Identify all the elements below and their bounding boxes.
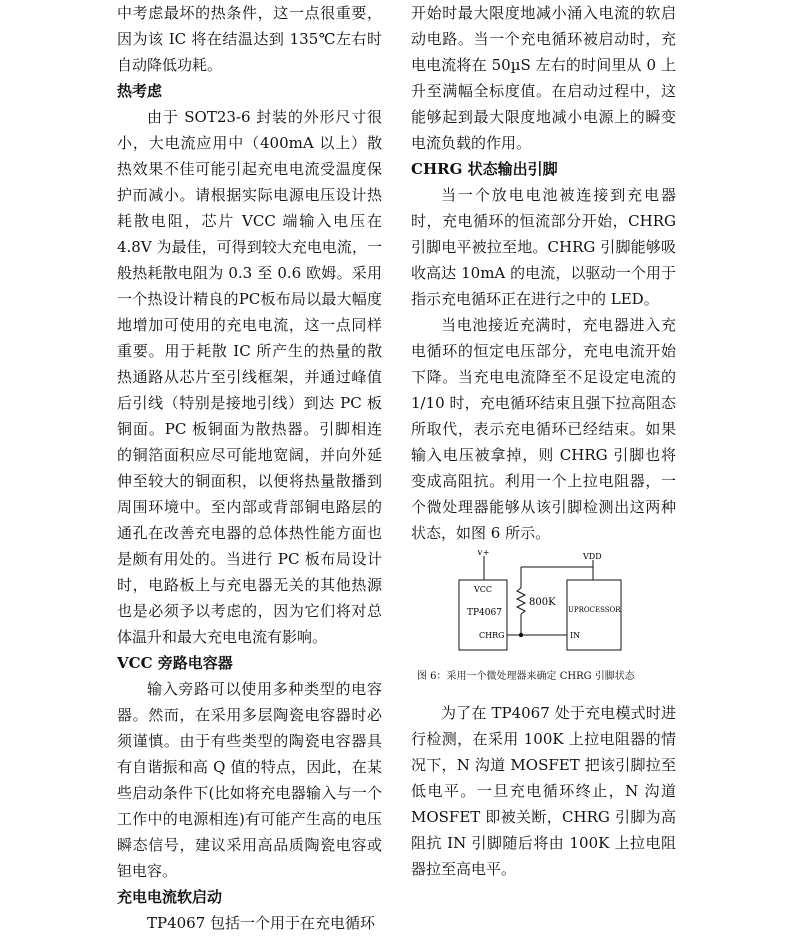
label-chrg: CHRG — [479, 631, 505, 640]
label-vdd: VDD — [583, 552, 602, 561]
paragraph-chrg-2: 当电池接近充满时，充电器进入充电循环的恒定电压部分，充电电流开始下降。当充电电流降至不足设定电流的 1/10 时，充电循环结束且强下拉高阻态所取代，表示充电循环已经结束。如果输入电压被拿掉，则 CHRG 引脚也将变成高阻抗。利用一个上拉电阻器，一个微处理器能够从该引脚检测出这两种状态，如图 6 所示。 — [411, 316, 676, 542]
heading-thermal: 热考虑 — [117, 82, 163, 100]
paragraph-vcc-bypass: 输入旁路可以使用多种类型的电容器。然而，在采用多层陶瓷电容器时必须谨慎。由于有些类型的陶瓷电容器具有自谐振和高 Q 值的特点，因此，在某些启动条件下(比如将充电器输入与一个工作中的电源相连)有可能产生高的电压瞬态信号，建议采用高品质陶瓷电容或钽电容。 — [117, 680, 382, 880]
heading-soft-start: 充电电流软启动 — [117, 888, 223, 906]
resistor-800k — [517, 588, 525, 614]
paragraph-thermal-intro: 中考虑最坏的热条件，这一点很重要，因为该 IC 将在结温达到 135℃左右时自动降低功耗。 — [117, 4, 382, 74]
label-tp4067: TP4067 — [467, 608, 502, 618]
junction-dot — [519, 633, 523, 637]
paragraph-detect: 为了在 TP4067 处于充电模式时进行检测，在采用 100K 上拉电阻器的情况下，N 沟道 MOSFET 把该引脚拉至低电平。一旦充电循环终止，N 沟道 MOSFET 即被关断，CHRG 引脚为高阻抗 IN 引脚随后将由 100K 上拉电阻器拉至高电平。 — [411, 704, 676, 878]
paragraph-thermal: 由于 SOT23-6 封装的外形尺寸很小，大电流应用中（400mA 以上）散热效果不佳可能引起充电电流受温度保护而减小。请根据实际电源电压设计热耗散电阻，芯片 VCC 端输入电压在 4.8V 为最佳，可得到较大充电电流，一般热耗散电阻为 0.3 至 0.6 欧姆。采用一个热设计精良的PC板布局以最大幅度地增加可使用的充电电流，这一点同样重要。用于耗散 IC 所产生的热量的散热通路从芯片至引线框架，并通过峰值后引线（特别是接地引线）到达 PC 板铜面。PC 板铜面为散热器。引脚相连的铜箔面积应尽可能地宽阔，并向外延伸至较大的铜面积，以便将热量散播到周围环境中。至内部或背部铜电路层的通孔在改善充电器的总体热性能方面也是颇有用处的。当进行 PC 板布局设计时，电路板上与充电器无关的其他热源也是必须予以考虑的，因为它们将对总体温升和最大充电电流有影响。 — [117, 108, 382, 646]
paragraph-soft-start: TP4067 包括一个用于在充电循环 — [147, 914, 376, 932]
left-column — [117, 0, 382, 936]
right-column — [411, 0, 676, 882]
label-uprocessor: UPROCESSOR — [568, 606, 621, 614]
label-vcc: VCC — [474, 585, 493, 594]
label-in: IN — [570, 631, 581, 640]
label-vplus: V+ — [477, 550, 490, 557]
paragraph-soft-start-cont: 开始时最大限度地减小涌入电流的软启动电路。当一个充电循环被启动时，充电电流将在 50µS 左右的时间里从 0 上升至满幅全标度值。在启动过程中，这能够起到最大限度地减小电源上的瞬变电流负载的作用。 — [411, 4, 676, 152]
heading-chrg-pin: CHRG 状态输出引脚 — [411, 160, 558, 178]
figure-6-circuit — [411, 550, 676, 700]
circuit-diagram — [411, 550, 676, 680]
figure-caption: 图 6：采用一个微处理器来确定 CHRG 引脚状态 — [417, 671, 635, 682]
paragraph-chrg-1: 当一个放电电池被连接到充电器时，充电循环的恒流部分开始，CHRG 引脚电平被拉至地。CHRG 引脚能够吸收高达 10mA 的电流，以驱动一个用于指示充电循环正在进行之中的 LED。 — [411, 186, 676, 308]
label-resistor: 800K — [529, 597, 556, 608]
heading-vcc-bypass: VCC 旁路电容器 — [117, 654, 233, 672]
